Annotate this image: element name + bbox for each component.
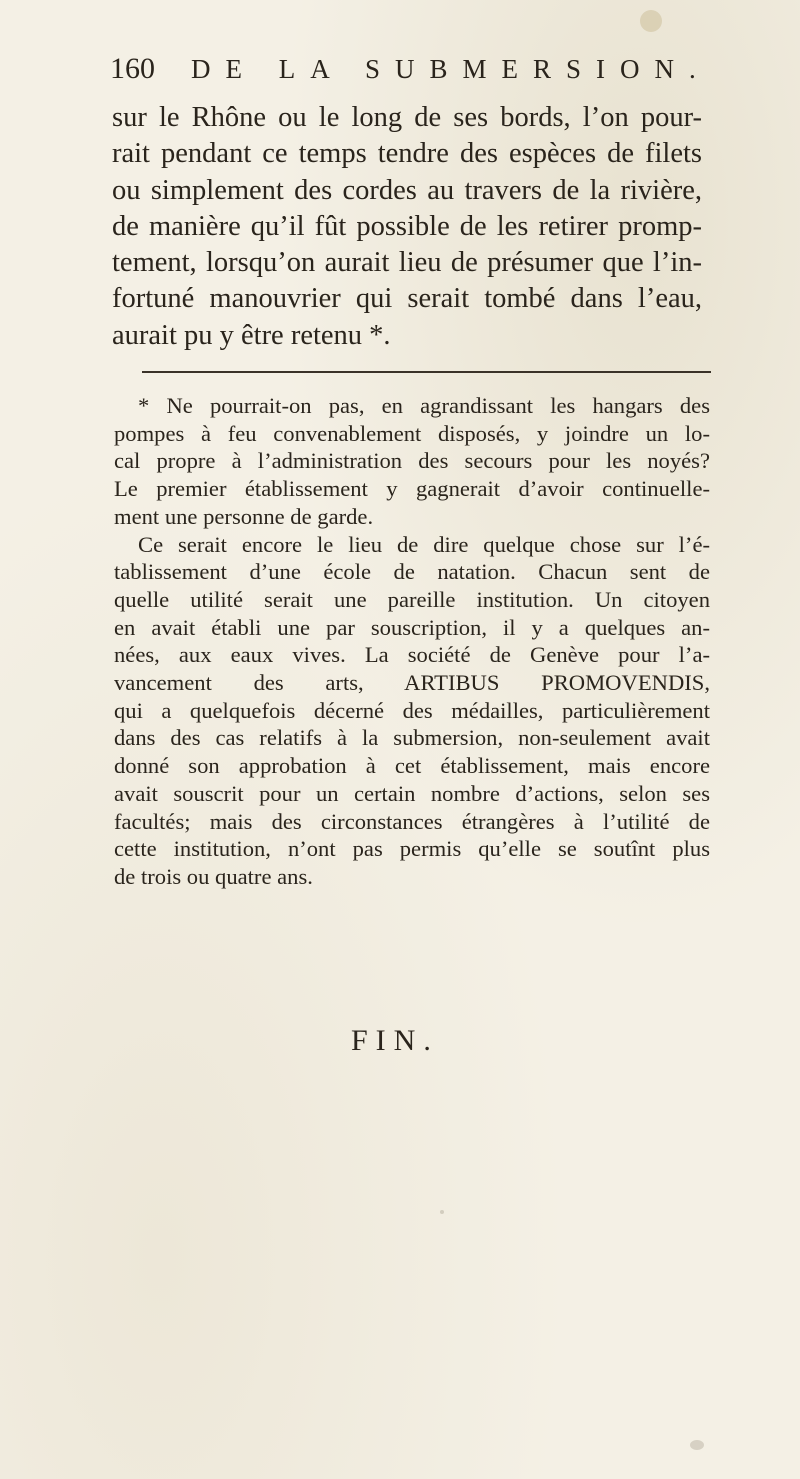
footnote-2 [114, 531, 710, 891]
end-mark: FIN. [351, 1024, 439, 1057]
main-text-line: rait pendant ce temps tendre des espèces de filets [112, 138, 702, 170]
footnote-line: facultés; mais des circonstances étrangères à l’utilité de [114, 808, 710, 834]
footnote-line: de trois ou quatre ans. [114, 863, 313, 889]
footnote-line: pompes à feu convenablement disposés, y joindre un lo- [114, 420, 710, 446]
footnote-line: qui a quelquefois décerné des médailles, particulièrement [114, 697, 710, 723]
footnote-line: cette institution, n’ont pas permis qu’elle se soutînt plus [114, 836, 710, 862]
paper-stain [640, 10, 662, 32]
footnote-line: dans des cas relatifs à la submersion, non-seulement avait [114, 725, 710, 751]
footnote-line: Le premier établissement y gagnerait d’avoir continuelle- [114, 476, 710, 502]
main-text-line: de manière qu’il fût possible de les retirer promp- [112, 210, 702, 242]
footnote-line: Ce serait encore le lieu de dire quelque chose sur l’é- [138, 531, 710, 557]
footnote-line: nées, aux eaux vives. La société de Genève pour l’a- [114, 642, 710, 668]
footnote-line: avait souscrit pour un certain nombre d’actions, selon ses [114, 780, 710, 806]
paper-stain [440, 1210, 444, 1214]
footnotes [114, 392, 710, 891]
main-text-line: ou simplement des cordes au travers de la rivière, [112, 174, 702, 206]
footnote-line: cal propre à l’administration des secours pour les noyés? [114, 448, 710, 474]
paper-stain [690, 1440, 704, 1450]
footnote-line: donné son approbation à cet établissement, mais encore [114, 753, 710, 779]
footnote-line: tablissement d’une école de natation. Chacun sent de [114, 559, 710, 585]
footnote-1 [114, 392, 710, 531]
main-text-line: aurait pu y être retenu *. [112, 319, 391, 351]
main-text-line: fortuné manouvrier qui serait tombé dans l’eau, [112, 283, 702, 315]
footnote-line: quelle utilité serait une pareille institution. Un citoyen [114, 586, 710, 612]
footnote-line: ment une personne de garde. [114, 503, 374, 529]
page-number: 160 [110, 52, 155, 85]
footnote-line: vancement des arts, ARTIBUS PROMOVENDIS, [114, 670, 710, 696]
footnote-line: * Ne pourrait-on pas, en agrandissant les hangars des [138, 393, 710, 418]
main-paragraph [112, 100, 702, 354]
running-title: DE LA SUBMERSION. [191, 54, 711, 84]
main-text-line: sur le Rhône ou le long de ses bords, l’on pour- [112, 102, 702, 133]
footnote-separator-rule [142, 371, 711, 373]
footnote-line: en avait établi une par souscription, il y a quelques an- [114, 614, 710, 640]
main-text-line: tement, lorsqu’on aurait lieu de présumer que l’in- [112, 247, 702, 279]
